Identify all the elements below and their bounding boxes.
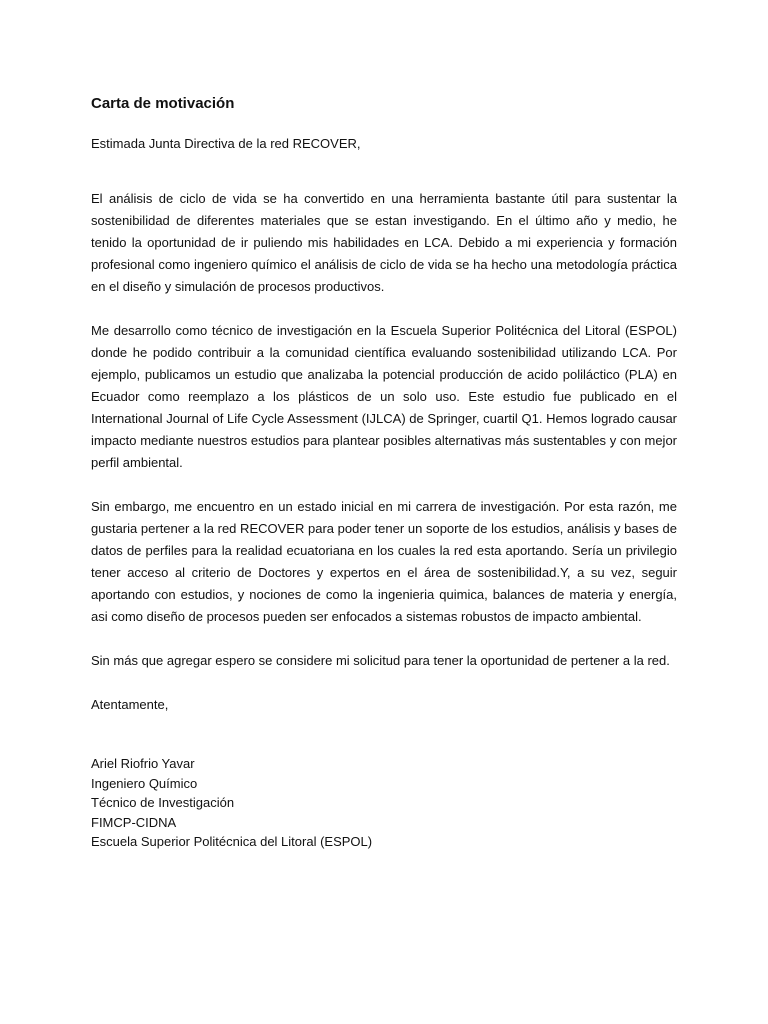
- letter-closing: Atentamente,: [91, 697, 169, 712]
- paragraph-request: Sin más que agregar espero se considere mi solicitud para tener la oportunidad de pertener a la red.: [91, 653, 670, 668]
- paragraph-motivation: Sin embargo, me encuentro en un estado inicial en mi carrera de investigación. Por esta razón, me gustaria pertener a la red RECOVER para poder tener un soporte de los estudios, análisis y bases de datos de perfiles para la realidad ecuatoriana en los cuales la red esta aportando. Sería un privilegio tener acceso al criterio de Doctores y expertos en el área de sostenibilidad.Y, a su vez, seguir aportando con estudios, y nociones de como la ingenieria quimica, balances de materia y energía, asi como diseño de procesos pueden ser enfocados a sistemas robustos de impacto ambiental.: [91, 499, 677, 624]
- letter-salutation: Estimada Junta Directiva de la red RECOVER,: [91, 136, 361, 151]
- signature-institution: Escuela Superior Politécnica del Litoral (ESPOL): [91, 834, 373, 849]
- signature-profession: Ingeniero Químico: [91, 775, 198, 791]
- signature-block: [91, 754, 677, 852]
- letter-title: Carta de motivación: [91, 95, 235, 112]
- signature-department: FIMCP-CIDNA: [91, 814, 177, 830]
- paragraph-experience: Me desarrollo como técnico de investigación en la Escuela Superior Politécnica del Litoral (ESPOL) donde he podido contribuir a la comunidad científica evaluando sostenibilidad utilizando LCA. Por ejemplo, publicamos un estudio que analizaba la potencial producción de acido poliláctico (PLA) en Ecuador como reemplazo a los plásticos de un solo uso. Este estudio fue publicado en el International Journal of Life Cycle Assessment (IJLCA) de Springer, cuartil Q1. Hemos logrado causar impacto mediante nuestros estudios para plantear posibles alternativas más sustentables y con mejor perfil ambiental.: [91, 323, 677, 470]
- letter-body: [91, 94, 677, 852]
- signature-position: Técnico de Investigación: [91, 795, 235, 810]
- paragraph-intro: El análisis de ciclo de vida se ha convertido en una herramienta bastante útil para sustentar la sostenibilidad de diferentes materiales que se estan investigando. En el último año y medio, he tenido la oportunidad de ir puliendo mis habilidades en LCA. Debido a mi experiencia y formación profesional como ingeniero químico el análisis de ciclo de vida se ha hecho una metodología práctica en el diseño y simulación de procesos productivos.: [91, 191, 677, 294]
- signature-name: Ariel Riofrio Yavar: [91, 756, 195, 771]
